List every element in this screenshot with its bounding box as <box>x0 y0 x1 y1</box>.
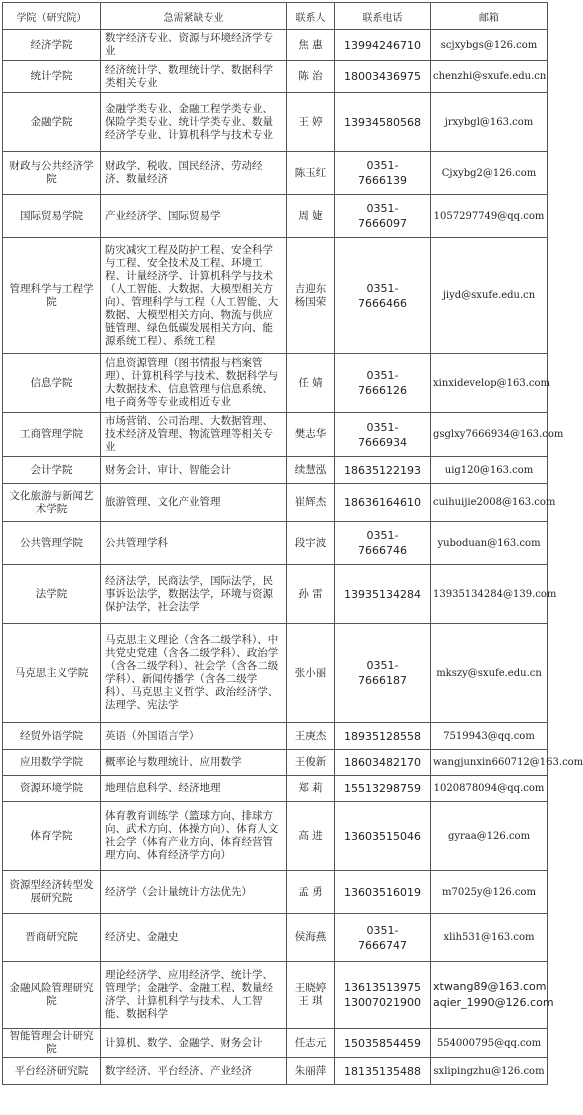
email-cell <box>431 750 583 776</box>
phone-number: 13603515046 <box>344 829 421 843</box>
phone-number: 18635122193 <box>344 463 421 477</box>
contact-name: 张小丽 <box>294 666 327 679</box>
college-cell: 资源型经济转型发展研究院 <box>3 871 101 914</box>
contact-name: 高 进 <box>298 829 323 842</box>
contact-cell <box>287 93 335 152</box>
contact-cell <box>287 484 335 522</box>
contact-name: 段宇波 <box>294 536 327 549</box>
header-contact: 联系人 <box>287 3 335 30</box>
phone-cell <box>335 484 431 522</box>
phone-number: 7666187 <box>358 674 407 687</box>
college-cell: 文化旅游与新闻艺术学院 <box>3 484 101 522</box>
phone-cell <box>335 152 431 195</box>
phone-cell <box>335 962 431 1029</box>
contact-name: 陈玉红 <box>294 166 327 179</box>
contact-name: 侯海燕 <box>294 931 327 943</box>
email-cell <box>431 522 548 565</box>
majors-cell: 产业经济学、国际贸易学 <box>101 195 287 238</box>
college-cell: 平台经济研究院 <box>3 1058 101 1085</box>
table-body <box>3 30 583 1085</box>
college-cell: 国际贸易学院 <box>3 195 101 238</box>
email-address: 7519943@qq.com <box>443 730 535 742</box>
phone-number: 15513298759 <box>344 782 421 795</box>
contact-name: 杨国荣 <box>294 295 327 308</box>
phone-cell <box>335 93 431 152</box>
phone-number: 7666747 <box>358 938 407 952</box>
phone-cell <box>335 1029 431 1058</box>
phone-number: 7666097 <box>358 217 407 230</box>
phone-number: 7666466 <box>358 296 407 310</box>
contact-cell <box>287 802 335 871</box>
table-row <box>3 750 548 776</box>
email-address: jrxybgl@163.com <box>444 116 534 128</box>
majors-cell: 计算机、数学、金融学、财务会计 <box>101 1029 287 1058</box>
contact-cell <box>287 354 335 413</box>
majors-cell: 经济统计学、数理统计学、数据科学类相关专业 <box>101 61 287 93</box>
header-majors: 急需紧缺专业 <box>101 3 287 30</box>
contact-cell <box>287 195 335 238</box>
phone-number: 18636164610 <box>344 496 421 509</box>
contact-name: 王俊新 <box>294 756 327 768</box>
contact-cell <box>287 624 335 723</box>
phone-number: 0351- <box>366 159 399 172</box>
contact-name: 王 婷 <box>298 115 323 128</box>
email-cell <box>431 195 548 238</box>
email-cell <box>431 1058 548 1085</box>
email-address: chenzhi@sxufe.edu.cn <box>433 71 547 82</box>
email-address: scjxybgs@126.com <box>440 39 538 51</box>
contact-cell <box>287 522 335 565</box>
email-address: sxlipingzhu@126.com <box>433 1065 545 1077</box>
contact-name: 朱丽萍 <box>294 1064 327 1077</box>
table-row <box>3 802 548 871</box>
phone-cell <box>335 914 431 962</box>
contact-cell <box>287 238 335 354</box>
table-row <box>3 195 548 238</box>
majors-cell: 经济史、金融史 <box>101 914 287 962</box>
table-row <box>3 624 548 723</box>
contact-cell <box>287 750 335 776</box>
college-cell: 智能管理会计研究院 <box>3 1029 101 1058</box>
phone-number: 7666934 <box>358 435 407 449</box>
contact-name: 郑 莉 <box>298 782 323 794</box>
table-row <box>3 565 548 624</box>
majors-cell: 体育教育训练学（篮球方向、排球方向、武术方向、体操方向）、体育人文社会学（体育产业方向、体育经营管理方向、体育经济学方向） <box>101 802 287 871</box>
college-cell: 晋商研究院 <box>3 914 101 962</box>
contact-cell <box>287 30 335 61</box>
email-cell <box>431 152 548 195</box>
majors-cell: 旅游管理、文化产业管理 <box>101 484 287 522</box>
contact-name: 樊志华 <box>294 428 327 440</box>
majors-cell: 英语（外国语言学） <box>101 723 287 750</box>
contact-name: 王庚杰 <box>294 729 327 742</box>
table-row <box>3 413 548 457</box>
contact-cell <box>287 962 335 1029</box>
majors-cell: 财务会计、审计、智能会计 <box>101 457 287 484</box>
email-address: Cjxybg2@126.com <box>441 167 537 179</box>
college-cell: 马克思主义学院 <box>3 624 101 723</box>
email-address: xinxidevelop@163.com <box>433 377 550 389</box>
contact-name: 孙 雷 <box>298 587 323 600</box>
college-cell: 金融学院 <box>3 93 101 152</box>
phone-number: 13934580568 <box>344 115 421 129</box>
contact-cell <box>287 1029 335 1058</box>
email-cell <box>431 624 548 723</box>
header-phone: 联系电话 <box>335 3 431 30</box>
email-cell <box>431 30 548 61</box>
email-cell <box>431 484 556 522</box>
phone-number: 13007021900 <box>344 996 421 1009</box>
contact-cell <box>287 413 335 457</box>
recruitment-table <box>2 2 583 1085</box>
email-cell <box>431 1029 548 1058</box>
email-address: wangjunxin660712@163.com <box>433 757 583 768</box>
college-cell: 公共管理学院 <box>3 522 101 565</box>
email-address: m7025y@126.com <box>442 886 536 898</box>
college-cell: 经济学院 <box>3 30 101 61</box>
phone-number: 0351- <box>366 923 399 937</box>
phone-number: 18935128558 <box>344 729 421 743</box>
majors-cell: 马克思主义理论（含各二级学科）、中共党史党建（含各二级学科）、政治学（含各二级学科）、社会学（含各二级学科）、新闻传播学（含各二级学科）、马克思主义哲学、政治经济学、法理学、宪法学 <box>101 624 287 723</box>
phone-cell <box>335 1058 431 1085</box>
table-row <box>3 484 548 522</box>
college-cell: 应用数学学院 <box>3 750 101 776</box>
college-cell: 工商管理学院 <box>3 413 101 457</box>
email-cell <box>431 413 564 457</box>
majors-cell: 经济学（会计量统计方法优先） <box>101 871 287 914</box>
phone-number: 13994246710 <box>344 38 421 52</box>
table-row <box>3 776 548 802</box>
majors-cell: 金融学类专业、金融工程学类专业、保险学类专业、统计学类专业、数量经济学专业、计算机科学与技术专业 <box>101 93 287 152</box>
contact-cell <box>287 776 335 802</box>
majors-cell: 财政学、税收、国民经济、劳动经济、数量经济 <box>101 152 287 195</box>
email-address: jiyd@sxufe.edu.cn <box>442 290 536 301</box>
email-address: gsglxy7666934@163.com <box>433 429 564 440</box>
majors-cell: 信息资源管理（图书情报与档案管理）、计算机科学与技术、数据科学与大数据技术、信息管理与信息系统、电子商务等专业或相近专业 <box>101 354 287 413</box>
table-row <box>3 1058 548 1085</box>
college-cell: 资源环境学院 <box>3 776 101 802</box>
email-cell <box>431 354 548 413</box>
college-cell: 经贸外语学院 <box>3 723 101 750</box>
contact-cell <box>287 914 335 962</box>
contact-name: 王晓婷 <box>294 982 327 994</box>
email-cell <box>431 93 548 152</box>
majors-cell: 地理信息科学、经济地理 <box>101 776 287 802</box>
college-cell: 法学院 <box>3 565 101 624</box>
contact-name: 陈 治 <box>298 70 323 82</box>
phone-number: 18603482170 <box>344 756 421 769</box>
email-cell <box>431 962 554 1029</box>
email-address: 554000795@qq.com <box>436 1037 542 1049</box>
phone-number: 18135135488 <box>344 1064 421 1078</box>
phone-number: 7666126 <box>358 384 407 397</box>
contact-name: 吉迎东 <box>294 282 327 295</box>
phone-cell <box>335 61 431 93</box>
email-address: cuihuijie2008@163.com <box>433 497 556 508</box>
phone-cell <box>335 871 431 914</box>
phone-number: 0351- <box>366 420 399 434</box>
table-row <box>3 914 548 962</box>
phone-number: 13613513975 <box>344 981 421 994</box>
phone-cell <box>335 238 431 354</box>
email-address: yuboduan@163.com <box>437 537 541 549</box>
email-address: gyraa@126.com <box>447 830 531 842</box>
table-row <box>3 61 548 93</box>
phone-cell <box>335 723 431 750</box>
phone-number: 0351- <box>366 529 399 542</box>
contact-name: 王 琪 <box>298 995 323 1007</box>
email-cell <box>431 776 548 802</box>
contact-cell <box>287 565 335 624</box>
table-header-row <box>3 3 548 30</box>
email-cell <box>431 871 548 914</box>
email-cell <box>431 61 548 93</box>
contact-cell <box>287 457 335 484</box>
phone-number: 13935134284 <box>344 587 421 601</box>
phone-cell <box>335 565 431 624</box>
contact-cell <box>287 1058 335 1085</box>
majors-cell: 理论经济学、应用经济学、统计学、管理学；金融学、金融工程、数量经济学、计算机科学与技术、人工智能、数据科学 <box>101 962 287 1029</box>
phone-cell <box>335 750 431 776</box>
contact-name: 焦 惠 <box>298 38 323 51</box>
phone-cell <box>335 195 431 238</box>
phone-number: 15035854459 <box>344 1036 421 1050</box>
contact-name: 任志元 <box>294 1036 327 1049</box>
email-cell <box>431 457 548 484</box>
contact-name: 任 婧 <box>298 376 323 389</box>
table-row <box>3 457 548 484</box>
contact-cell <box>287 871 335 914</box>
majors-cell: 公共管理学科 <box>101 522 287 565</box>
phone-cell <box>335 776 431 802</box>
college-cell: 管理科学与工程学院 <box>3 238 101 354</box>
college-cell: 财政与公共经济学院 <box>3 152 101 195</box>
contact-name: 续慧泓 <box>294 463 327 476</box>
phone-number: 18003436975 <box>344 70 421 83</box>
table-row <box>3 962 548 1029</box>
phone-number: 7666746 <box>358 544 407 557</box>
email-address: 1020878094@qq.com <box>433 783 545 794</box>
phone-number: 0351- <box>366 202 399 215</box>
phone-number: 0351- <box>366 369 399 382</box>
email-address: 1057297749@qq.com <box>433 210 545 222</box>
email-address: aqier_1990@126.com <box>433 996 554 1009</box>
majors-cell: 市场营销、公司治理、大数据管理、技术经济及管理、物流管理等相关专业 <box>101 413 287 457</box>
email-cell <box>431 723 548 750</box>
phone-number: 0351- <box>366 659 399 672</box>
majors-cell: 防灾减灾工程及防护工程、安全科学与工程、安全技术及工程、环境工程、计量经济学、计算机科学与技术（人工智能、大数据、大模型相关方向）、管理科学与工程（人工智能、大数据、大模型相关方向、物流与供应链管理、绿色低碳发展相关方向、能源系统工程）、系统工程 <box>101 238 287 354</box>
email-address: xlih531@163.com <box>443 932 535 943</box>
table-row <box>3 93 548 152</box>
majors-cell: 概率论与数理统计、应用数学 <box>101 750 287 776</box>
phone-cell <box>335 413 431 457</box>
email-cell <box>431 914 548 962</box>
phone-cell <box>335 457 431 484</box>
email-address: uig120@163.com <box>444 464 534 476</box>
table-row <box>3 354 548 413</box>
phone-number: 13603516019 <box>344 885 421 899</box>
phone-cell <box>335 30 431 61</box>
college-cell: 会计学院 <box>3 457 101 484</box>
header-email: 邮箱 <box>431 3 548 30</box>
phone-cell <box>335 354 431 413</box>
email-cell <box>431 565 557 624</box>
email-address: 13935134284@139.com <box>433 588 557 600</box>
contact-name: 崔辉杰 <box>294 496 327 508</box>
college-cell: 金融风险管理研究院 <box>3 962 101 1029</box>
contact-name: 孟 勇 <box>298 885 323 898</box>
email-cell <box>431 238 548 354</box>
college-cell: 统计学院 <box>3 61 101 93</box>
phone-cell <box>335 522 431 565</box>
phone-number: 7666139 <box>358 174 407 187</box>
majors-cell: 数字经济、平台经济、产业经济 <box>101 1058 287 1085</box>
majors-cell: 经济法学，民商法学，国际法学，民事诉讼法学，数据法学，环境与资源保护法学，社会法学 <box>101 565 287 624</box>
phone-cell <box>335 802 431 871</box>
email-address: xtwang89@163.com <box>433 980 547 993</box>
table-row <box>3 522 548 565</box>
table-row <box>3 1029 548 1058</box>
contact-cell <box>287 152 335 195</box>
college-cell: 信息学院 <box>3 354 101 413</box>
table-row <box>3 871 548 914</box>
table-row <box>3 152 548 195</box>
phone-cell <box>335 624 431 723</box>
contact-cell <box>287 61 335 93</box>
contact-cell <box>287 723 335 750</box>
majors-cell: 数字经济专业、资源与环境经济学专业 <box>101 30 287 61</box>
table-row <box>3 30 548 61</box>
header-college: 学院（研究院） <box>3 3 101 30</box>
table-row <box>3 723 548 750</box>
contact-name: 周 婕 <box>298 209 323 222</box>
email-cell <box>431 802 548 871</box>
phone-number: 0351- <box>366 281 399 295</box>
college-cell: 体育学院 <box>3 802 101 871</box>
email-address: mkszy@sxufe.edu.cn <box>436 667 542 679</box>
table-row <box>3 238 548 354</box>
